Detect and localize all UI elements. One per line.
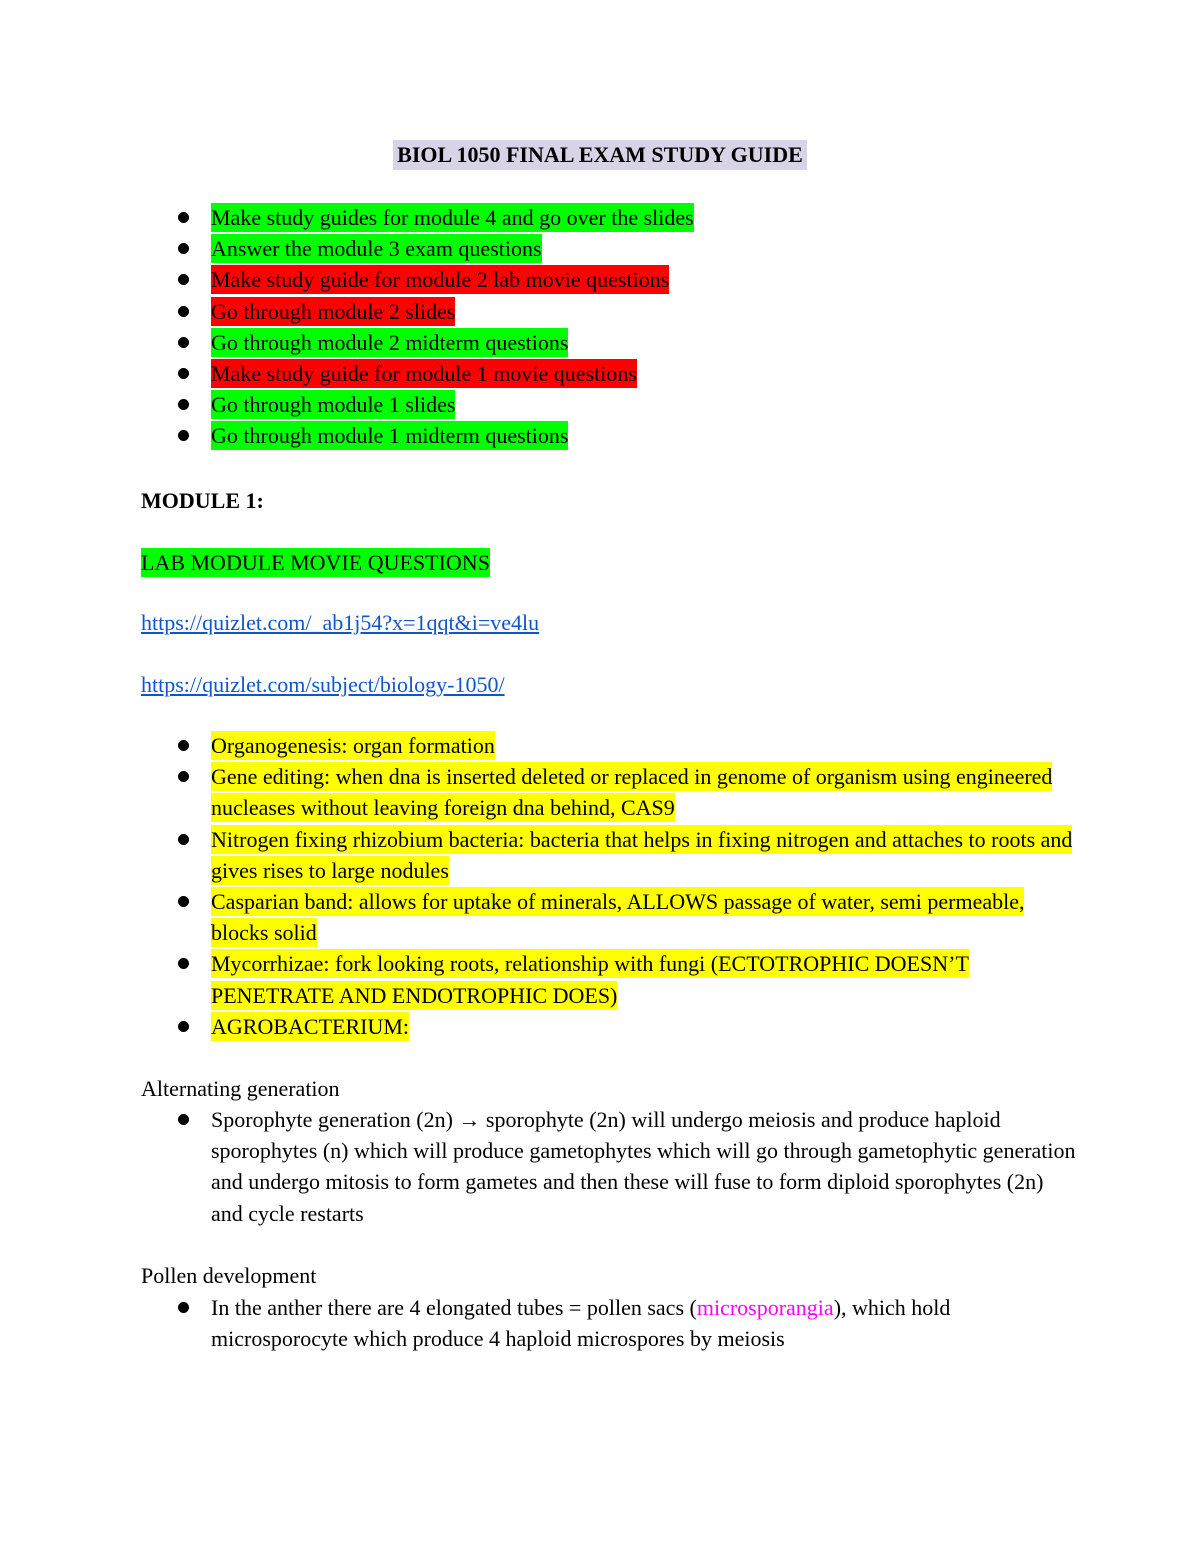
quizlet-link[interactable]: https://quizlet.com/_ab1j54?x=1qqt&i=ve4lu — [141, 610, 540, 635]
fact-item — [0, 730, 1200, 761]
todo-text: Answer the module 3 exam questions — [211, 236, 542, 262]
list-item-text: Sporophyte generation (2n) → sporophyte (2n) will undergo meiosis and produce haploid sporophytes (n) which will produce gametophytes which will go through gametophytic generation and undergo mitosis to form gametes and then these will fuse to form diploid sporophytes (2n) and cycle restarts — [211, 1107, 1076, 1226]
todo-text: Go through module 1 slides — [211, 392, 456, 418]
list-item-text-after: ), which hold microsporocyte which produce 4 haploid microspores by meiosis — [211, 1295, 951, 1352]
todo-text: Make study guides for module 4 and go over the slides — [211, 205, 694, 230]
fact-text: Gene editing: when dna is inserted deleted or replaced in genome of organism using engineered nucleases without leaving foreign dna behind, CAS9 — [211, 764, 1053, 821]
todo-item — [0, 202, 1200, 233]
fact-text: Casparian band: allows for uptake of minerals, ALLOWS passage of water, semi permeable, blocks solid — [211, 889, 1025, 946]
todo-item — [0, 296, 1200, 327]
list-item-text-before: In the anther there are 4 elongated tubes = pollen sacs ( — [211, 1295, 697, 1320]
bullet-icon — [178, 896, 189, 907]
fact-item — [0, 948, 1200, 1010]
todo-text: Go through module 1 midterm questions — [211, 423, 569, 449]
quizlet-subject-link[interactable]: https://quizlet.com/subject/biology-1050/ — [141, 672, 505, 697]
fact-text: Mycorrhizae: fork looking roots, relationship with fungi (ECTOTROPHIC DOESN’T PENETRATE AND ENDOTROPHIC DOES) — [211, 951, 969, 1008]
bullet-icon — [178, 771, 189, 782]
list-item — [0, 1292, 1200, 1354]
fact-item — [0, 824, 1200, 886]
lab-facts-list — [0, 730, 1200, 1042]
list-item — [0, 1104, 1200, 1229]
todo-item — [0, 389, 1200, 420]
todo-text: Go through module 2 midterm questions — [211, 329, 569, 355]
module-heading: MODULE 1: — [141, 488, 264, 513]
todo-item — [0, 358, 1200, 389]
alternating-generation-list — [0, 1104, 1200, 1229]
todo-item — [0, 327, 1200, 358]
section-heading-pollen-development: Pollen development — [141, 1263, 317, 1288]
pollen-development-list — [0, 1292, 1200, 1354]
fact-text: Nitrogen fixing rhizobium bacteria: bacteria that helps in fixing nitrogen and attaches to roots and gives rises to large nodules — [211, 826, 1073, 883]
lab-heading-text: LAB MODULE MOVIE QUESTIONS — [141, 550, 490, 575]
microsporangia-term: microsporangia — [696, 1295, 834, 1320]
bullet-icon — [178, 212, 189, 223]
todo-text: Go through module 2 slides — [211, 298, 456, 324]
todo-item — [0, 233, 1200, 264]
todo-item — [0, 264, 1200, 295]
document-title: BIOL 1050 FINAL EXAM STUDY GUIDE — [393, 140, 807, 170]
link-container — [141, 669, 505, 700]
bullet-icon — [178, 1114, 189, 1125]
bullet-icon — [178, 337, 189, 348]
section-heading-alternating-generation: Alternating generation — [141, 1076, 340, 1101]
bullet-icon — [178, 274, 189, 285]
bullet-icon — [178, 740, 189, 751]
todo-list — [0, 202, 1200, 452]
bullet-icon — [178, 958, 189, 969]
link-container — [141, 607, 539, 638]
bullet-icon — [178, 1302, 189, 1313]
todo-text: Make study guide for module 2 lab movie questions — [211, 267, 670, 293]
bullet-icon — [178, 306, 189, 317]
title-container — [0, 140, 1200, 170]
fact-item — [0, 886, 1200, 948]
bullet-icon — [178, 243, 189, 254]
todo-item — [0, 420, 1200, 451]
fact-item — [0, 1011, 1200, 1042]
fact-text: Organogenesis: organ formation — [211, 733, 495, 758]
bullet-icon — [178, 834, 189, 845]
bullet-icon — [178, 1021, 189, 1032]
bullet-icon — [178, 430, 189, 441]
bullet-icon — [178, 368, 189, 379]
lab-heading — [141, 547, 490, 578]
todo-text: Make study guide for module 1 movie questions — [211, 361, 637, 387]
fact-text: AGROBACTERIUM: — [211, 1013, 410, 1039]
fact-item — [0, 761, 1200, 823]
bullet-icon — [178, 399, 189, 410]
